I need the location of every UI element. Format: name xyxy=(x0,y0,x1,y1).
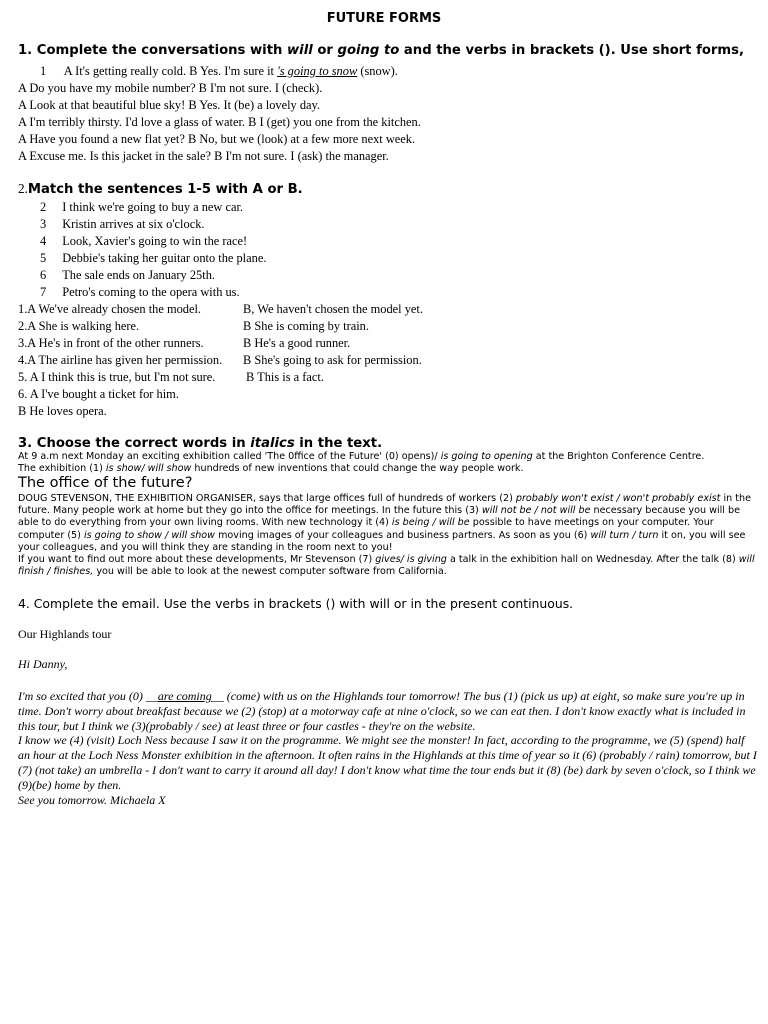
page-title: FUTURE FORMS xyxy=(326,11,442,26)
section-1-item: A Excuse me. Is this jacket in the sale? B I'm not sure. I (ask) the manager. xyxy=(18,149,389,163)
section-3-intro: At 9 a.m next Monday an exciting exhibition called 'The 0ffice of the Future' (0) opens)/ is going to opening at the Brighton Conference Centre. The exhibition (1) is show/ will show hundreds of new inventions that could change the way people work. xyxy=(18,451,705,475)
option-a: 4.A The airline has given her permission. xyxy=(18,353,223,367)
option-b: B She's going to ask for permission. xyxy=(243,353,422,367)
email-answer: are coming xyxy=(157,689,212,703)
section-2-numbered-item: 5 Debbie's taking her guitar onto the plane. xyxy=(40,251,267,265)
answer-choice[interactable]: is going to opening xyxy=(440,451,533,462)
answer-choice[interactable]: will not be / not will be xyxy=(481,505,591,517)
answer-choice[interactable]: probably won't exist / won't probably exist xyxy=(515,493,721,504)
section-2-numbered-item: 3 Kristin arrives at six o'clock. xyxy=(40,217,205,231)
section-2-numbered-item: 2 I think we're going to buy a new car. xyxy=(40,200,244,214)
section-3-article: DOUG STEVENSON, THE EXHIBITION ORGANISER, says that large offices full of hundreds of workers (2) probably won't exist / won't probably exist in the future. Many people work at home but they go into the office for meetings. In the future this (3) will not be / not will be necessary because you will be able to do everything from your own living rooms. With new technology it (4) is being / will be possible to have meetings on your computer. Your computer (5) is going to show / will show moving images of your colleagues and business partners. As soon as you (6) will turn / turn it on, you will see your colleagues, and you will think they are standing in the room next to you! If you want to find out more about these developments, Mr Stevenson (7) gives/ is giving a talk in the exhibition hall on Wednesday. After the talk (8) will finish / finishes, you will be able to look at the newest computer software from California. xyxy=(18,493,755,578)
section-2-numbered-item: 7 Petro's coming to the opera with us. xyxy=(40,285,240,299)
answer-choice[interactable]: is going to show / will show xyxy=(83,529,216,541)
section-2-numbered-item: 4 Look, Xavier's going to win the race! xyxy=(40,234,248,248)
section-1-item: A Have you found a new flat yet? B No, but we (look) at a few more next week. xyxy=(18,132,416,146)
option-a: 3.A He's in front of the other runners. xyxy=(18,336,204,350)
section-4-heading: 4. Complete the email. Use the verbs in brackets () with will or in the present continuous. xyxy=(18,596,574,611)
example-answer: 's going to snow xyxy=(277,64,358,78)
answer-choice[interactable]: will finish / finishes, xyxy=(18,554,755,578)
section-2-numbered-item: 6 The sale ends on January 25th. xyxy=(40,268,215,282)
option-a: 6. A I've bought a ticket for him. xyxy=(18,387,179,401)
option-a: 5. A I think this is true, but I'm not sure. xyxy=(18,370,216,384)
answer-choice[interactable]: is show/ will show xyxy=(105,463,192,475)
answer-choice[interactable]: is being / will be xyxy=(391,517,470,529)
section-1-example: 1 A It's getting really cold. B Yes. I'm sure it 's going to snow (snow). xyxy=(40,64,398,78)
section-3-heading: 3. Choose the correct words in italics in the text. xyxy=(18,436,383,451)
section-1-item: A Do you have my mobile number? B I'm not sure. I (check). xyxy=(18,81,323,95)
option-b: B He's a good runner. xyxy=(243,336,351,350)
section-1-heading: 1. Complete the conversations with will or going to and the verbs in brackets (). Use short forms, xyxy=(18,43,744,58)
option-b: B He loves opera. xyxy=(18,404,107,418)
section-1-item: A I'm terribly thirsty. I'd love a glass of water. B I (get) you one from the kitchen. xyxy=(18,115,421,129)
email-body: I'm so excited that you (0) __are coming__ (come) with us on the Highlands tour tomorrow! The bus (1) (pick us up) at eight, so make sure you're up in time. Don't worry about breakfast because we (2) (stop) at a motorway cafe at nine o'clock, so we can eat then. I don't know exactly what is included in this tour, but I think we (3)(probably / see) at least three or four castles - they're on the website. I know we (4) (visit) Loch Ness because I saw it on the programme. We might see the monster! In fact, according to the programme, we (5) (spend) half an hour at the Loch Ness Monster exhibition in the afternoon. It often rains in the Highlands at this time of year so it (6) (probably / rain) tomorrow, but I (7) (not take) an umbrella - I don't want to carry it around all day! I don't know what time the tour ends but it (8) (be) dark by seven o'clock, so I think we (9)(be) home by then. See you tomorrow. Michaela X xyxy=(18,689,757,807)
section-2-heading: 2.Match the sentences 1-5 with A or B. xyxy=(18,181,303,197)
email-greeting: Hi Danny, xyxy=(18,657,68,671)
email-signoff: See you tomorrow. Michaela X xyxy=(18,792,166,807)
answer-choice[interactable]: gives/ is giving xyxy=(375,554,447,566)
option-b: B, We haven't chosen the model yet. xyxy=(243,302,423,316)
section-1-item: A Look at that beautiful blue sky! B Yes. It (be) a lovely day. xyxy=(18,98,321,112)
option-b: B She is coming by train. xyxy=(243,319,369,333)
article-subheading: The office of the future? xyxy=(18,475,193,491)
option-a: 2.A She is walking here. xyxy=(18,319,140,333)
option-b: B This is a fact. xyxy=(246,370,324,384)
option-a: 1.A We've already chosen the model. xyxy=(18,302,202,316)
email-subject: Our Highlands tour xyxy=(18,627,112,641)
answer-choice[interactable]: will turn / turn xyxy=(590,529,659,541)
